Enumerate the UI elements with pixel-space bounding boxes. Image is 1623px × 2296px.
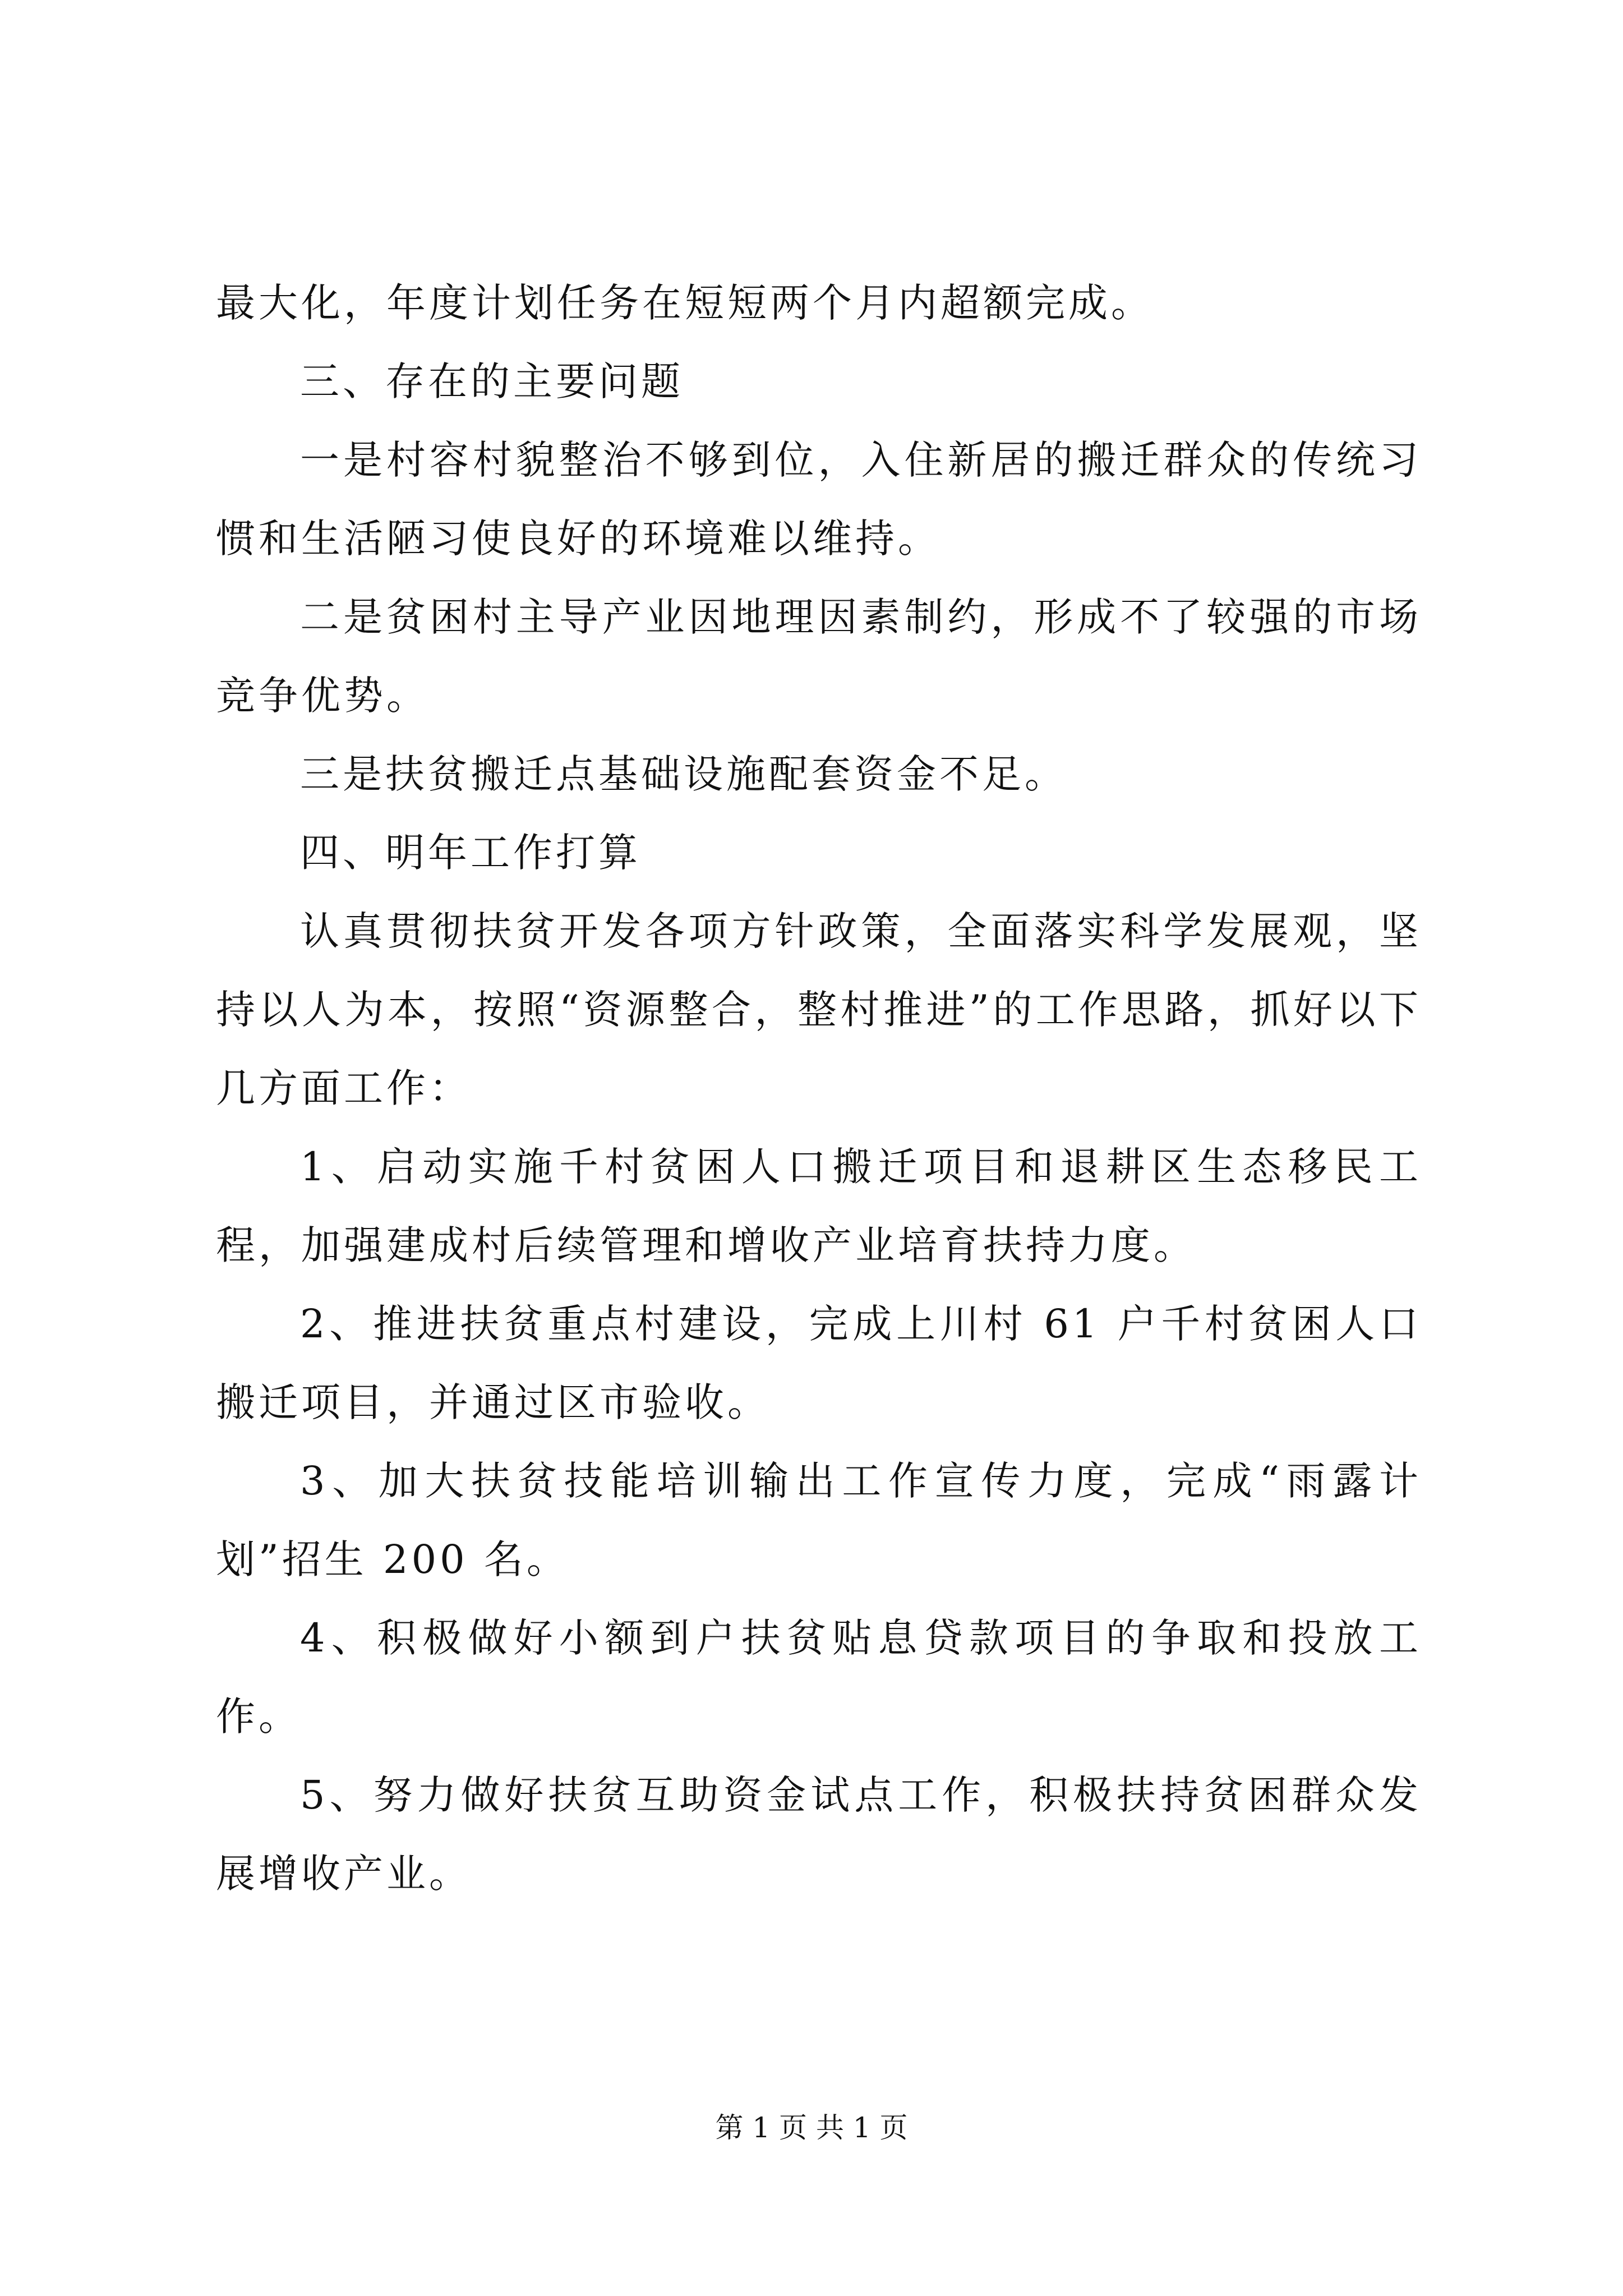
- section-heading-plans: 四、明年工作打算: [300, 830, 641, 876]
- list-item-plan-4: 4、积极做好小额到户扶贫贴息贷款项目的争取和投放工作。: [216, 1615, 1422, 1740]
- list-item-plan-2: 2、推进扶贫重点村建设，完成上川村 61 户千村贫困人口搬迁项目，并通过区市验收。: [216, 1301, 1422, 1425]
- document-body: [216, 264, 1422, 1913]
- list-item-plan-1: 1、启动实施千村贫困人口搬迁项目和退耕区生态移民工程，加强建成村后续管理和增收产业培育扶持力度。: [216, 1144, 1422, 1268]
- paragraph-problem-3: 三是扶贫搬迁点基础设施配套资金不足。: [300, 751, 1067, 797]
- paragraph-plan-intro: 认真贯彻扶贫开发各项方针政策，全面落实科学发展观，坚持以人为本，按照“资源整合，整村推进”的工作思路，抓好以下几方面工作：: [216, 908, 1422, 1111]
- paragraph-continuation: 最大化，年度计划任务在短短两个月内超额完成。: [216, 280, 1154, 326]
- section-heading-problems: 三、存在的主要问题: [300, 358, 684, 404]
- list-item-plan-3: 3、加大扶贫技能培训输出工作宣传力度，完成“雨露计划”招生 200 名。: [216, 1458, 1422, 1582]
- paragraph-problem-2: 二是贫困村主导产业因地理因素制约，形成不了较强的市场竞争优势。: [216, 594, 1422, 719]
- paragraph-problem-1: 一是村容村貌整治不够到位，入住新居的搬迁群众的传统习惯和生活陋习使良好的环境难以维持。: [216, 437, 1422, 562]
- list-item-plan-5: 5、努力做好扶贫互助资金试点工作，积极扶持贫困群众发展增收产业。: [216, 1772, 1422, 1897]
- page-footer: 第 1 页 共 1 页: [715, 2111, 908, 2144]
